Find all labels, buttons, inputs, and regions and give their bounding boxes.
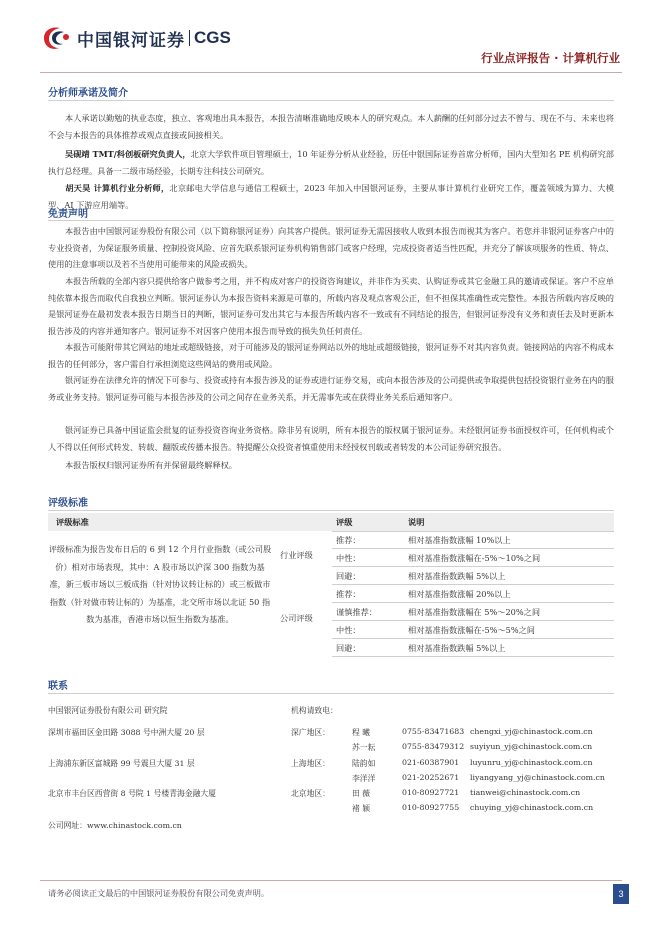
disclaimer-section-title: 免责声明 [48, 209, 88, 220]
contact-email[interactable]: chengxi_yj@chinastock.com.cn [470, 727, 593, 736]
analyst-commitment-text: 本人承诺以勤勉的执业态度，独立、客观地出具本报告，本报告清晰准确地反映本人的研究观点。本人薪酬的任何部分过去不曾与、现在不与、未来也将不会与本报告的具体推荐或观点直接或间接相关。 [48, 113, 614, 140]
page-header [0, 0, 662, 80]
disclaimer-para-1 [48, 223, 614, 273]
disclaimer-text: 本报告版权归银河证券所有并保留最终解释权。 [65, 460, 237, 470]
rating-desc: 相对基准指数涨幅在-5%～5%之间 [408, 625, 535, 635]
contact-email[interactable]: luyunru_yj@chinastock.com.cn [470, 758, 593, 767]
address-shanghai: 上海浦东新区富城路 99 号震旦大厦 31 层 [48, 759, 195, 768]
rating-desc: 相对基准指数跌幅 5%以上 [408, 643, 506, 653]
contact-email[interactable]: liyangyang_yj@chinastock.com.cn [470, 773, 605, 782]
rating-value: 中性： [336, 625, 361, 635]
disclaimer-text: 银河证券已具备中国证监会批复的证券投资咨询业务资格。除非另有说明，所有本报告的版权属于银河证券。未经银河证券书面授权许可，任何机构或个人不得以任何形式转发、转载、翻版或传播本报告。特提醒公众投资者慎重使用未经授权刊载或者转发的本公司证券研究报告。 [48, 425, 614, 452]
region-label: 北京地区： [291, 789, 330, 798]
disclaimer-para-2 [48, 273, 614, 339]
section-divider [48, 693, 614, 694]
header-divider [40, 72, 622, 73]
analyst-section-title: 分析师承诺及简介 [48, 88, 128, 99]
rating-standard-text: 评级标准为报告发布日后的 6 到 12 个月行业指数（或公司股价）相对市场表现，其中：A 股市场以沪深 300 指数为基准，新三板市场以三板成指（针对协议转让标的）或三板做市指数（针对做市转让标的）为基准，北交所市场以北证 50 指数为基准，香港市场以恒生指数为基准。 [48, 544, 272, 624]
contact-phone: 010-80927755 [402, 803, 460, 812]
institution-contact-title: 机构请致电： [291, 706, 338, 715]
logo-divider [189, 30, 190, 46]
rating-value: 谨慎推荐： [336, 607, 377, 617]
rating-section-title: 评级标准 [48, 498, 88, 509]
table-row [332, 603, 614, 621]
galaxy-logo-icon [40, 24, 72, 52]
analyst-2-desc: 北京邮电大学信息与通信工程硕士，2023 年加入中国银河证券，主要从事计算机行业研究工作，覆盖领域为算力、大模型、AI 下游应用端等。 [48, 183, 614, 210]
analyst-1-desc: 北京大学软件项目管理硕士，10 年证券分析从业经验，历任中银国际证券首席分析师，国内大型知名 PE 机构研究部执行总经理。具备一二级市场经验，长期专注科技公司研究。 [48, 149, 614, 176]
contact-name: 褚 颖 [352, 804, 371, 813]
company-logo [40, 24, 231, 52]
table-row [332, 567, 614, 585]
contact-phone: 021-60387901 [402, 758, 460, 767]
contact-phone: 0755-83479312 [402, 742, 465, 751]
disclaimer-text: 本报告可能附带其它网站的地址或超级链接，对于可能涉及的银河证券网站以外的地址或超级链接，银河证券不对其内容负责。链接网站的内容不构成本报告的任何部分，客户需自行承担浏览这些网站的费用或风险。 [48, 342, 614, 369]
table-row [332, 531, 614, 549]
header-standard: 评级标准 [56, 517, 89, 527]
header-description: 说明 [408, 517, 425, 527]
address-shenzhen: 深圳市福田区金田路 3088 号中洲大厦 20 层 [48, 728, 205, 737]
page-number: 3 [613, 884, 629, 904]
logo-chinese-name: 中国银河证券 [77, 30, 185, 51]
footer-disclaimer-note: 请务必阅读正文最后的中国银河证券股份有限公司免责声明。 [48, 888, 270, 898]
rating-desc: 相对基准指数跌幅 5%以上 [408, 571, 506, 581]
disclaimer-para-3 [48, 339, 614, 372]
contact-section-title: 联系 [48, 681, 68, 692]
analyst-bio-2 [48, 180, 614, 213]
table-row [332, 621, 614, 639]
rating-value: 回避： [336, 571, 361, 581]
region-label: 深广地区： [291, 728, 330, 737]
disclaimer-para-5 [48, 422, 614, 455]
disclaimer-para-4 [48, 372, 614, 405]
logo-english-name: CGS [194, 28, 231, 47]
footer-divider [40, 880, 622, 881]
analyst-commitment [48, 110, 614, 143]
contact-name: 陆韵如 [352, 759, 376, 768]
contact-email[interactable]: suyiyun_yj@chinastock.com.cn [470, 742, 593, 751]
rating-desc: 相对基准指数涨幅在 5%～20%之间 [408, 607, 541, 617]
analyst-bio-1 [48, 146, 614, 179]
analyst-2-name: 胡天昊 计算机行业分析师， [65, 183, 170, 193]
contact-phone: 0755-83471683 [402, 727, 465, 736]
contact-name: 苏一耘 [352, 743, 376, 752]
analyst-1-name: 吴砚靖 TMT/科创板研究负责人， [65, 149, 191, 159]
report-type-label: 行业点评报告 · 计算机行业 [481, 51, 620, 65]
disclaimer-text: 本报告所载的全部内容只提供给客户做参考之用，并不构成对客户的投资咨询建议，并非作为买卖、认购证券或其它金融工具的邀请或保证。客户不应单纯依靠本报告而取代自我独立判断。银河证券认为本报告资料来源是可靠的，所载内容及观点客观公正，但不担保其准确性或完整性。本报告所载内容反映的是银河证券在最初发表本报告日期当日的判断，银河证券可发出其它与本报告所载内容不一致或有不同结论的报告，但银河证券没有义务和责任去及时更新本报告涉及的内容并通知客户。银河证券不对因客户使用本报告而导致的损失负任何责任。 [48, 276, 614, 336]
rating-desc: 相对基准指数涨幅在-5%～10%之间 [408, 553, 541, 563]
section-divider [48, 100, 614, 101]
rating-value: 推荐： [336, 589, 361, 599]
address-beijing: 北京市丰台区西营街 8 号院 1 号楼青海金融大厦 [48, 789, 216, 798]
contact-phone: 021-20252671 [402, 773, 460, 782]
company-rating-label: 公司评级 [280, 613, 313, 623]
disclaimer-text: 本报告由中国银河证券股份有限公司（以下简称银河证券）向其客户提供。银河证券无需因接收人收到本报告而视其为客户。若您并非银河证券客户中的专业投资者，为保证服务质量、控制投资风险、应首先联系银河证券机构销售部门或客户经理，完成投资者适当性匹配，并充分了解该项服务的性质、特点、使用的注意事项以及若不当使用可能带来的风险或损失。 [48, 226, 614, 269]
table-row [332, 549, 614, 567]
contact-phone: 010-80927721 [402, 788, 460, 797]
contact-email[interactable]: tianwei@chinastock.com.cn [470, 788, 581, 797]
disclaimer-text: 银河证券在法律允许的情况下可参与、投资或持有本报告涉及的证券或进行证券交易，或向本报告涉及的公司提供或争取提供包括投资银行业务在内的服务或业务支持。银河证券可能与本报告涉及的公司之间存在业务关系，并无需事先或在获得业务关系后通知客户。 [48, 375, 614, 402]
rating-desc: 相对基准指数涨幅 20%以上 [408, 589, 511, 599]
section-divider [48, 510, 614, 511]
contact-name: 李洋洋 [352, 774, 376, 783]
contact-email[interactable]: chuying_yj@chinastock.com.cn [470, 803, 594, 812]
rating-desc: 相对基准指数涨幅 10%以上 [408, 535, 511, 545]
rating-table-header [48, 513, 614, 531]
table-row [332, 585, 614, 603]
contact-name: 程 曦 [352, 728, 371, 737]
company-website[interactable]: 公司网址：www.chinastock.com.cn [48, 821, 182, 830]
research-institute: 中国银河证券股份有限公司 研究院 [48, 706, 168, 715]
header-rating: 评级 [336, 517, 353, 527]
contact-name: 田 薇 [352, 789, 371, 798]
rating-value: 中性： [336, 553, 361, 563]
industry-rating-label: 行业评级 [280, 550, 313, 560]
disclaimer-para-6 [48, 457, 614, 474]
rating-value: 推荐： [336, 535, 361, 545]
region-label: 上海地区： [291, 759, 330, 768]
section-divider [48, 220, 614, 221]
table-row [332, 639, 614, 657]
rating-value: 回避： [336, 643, 361, 653]
